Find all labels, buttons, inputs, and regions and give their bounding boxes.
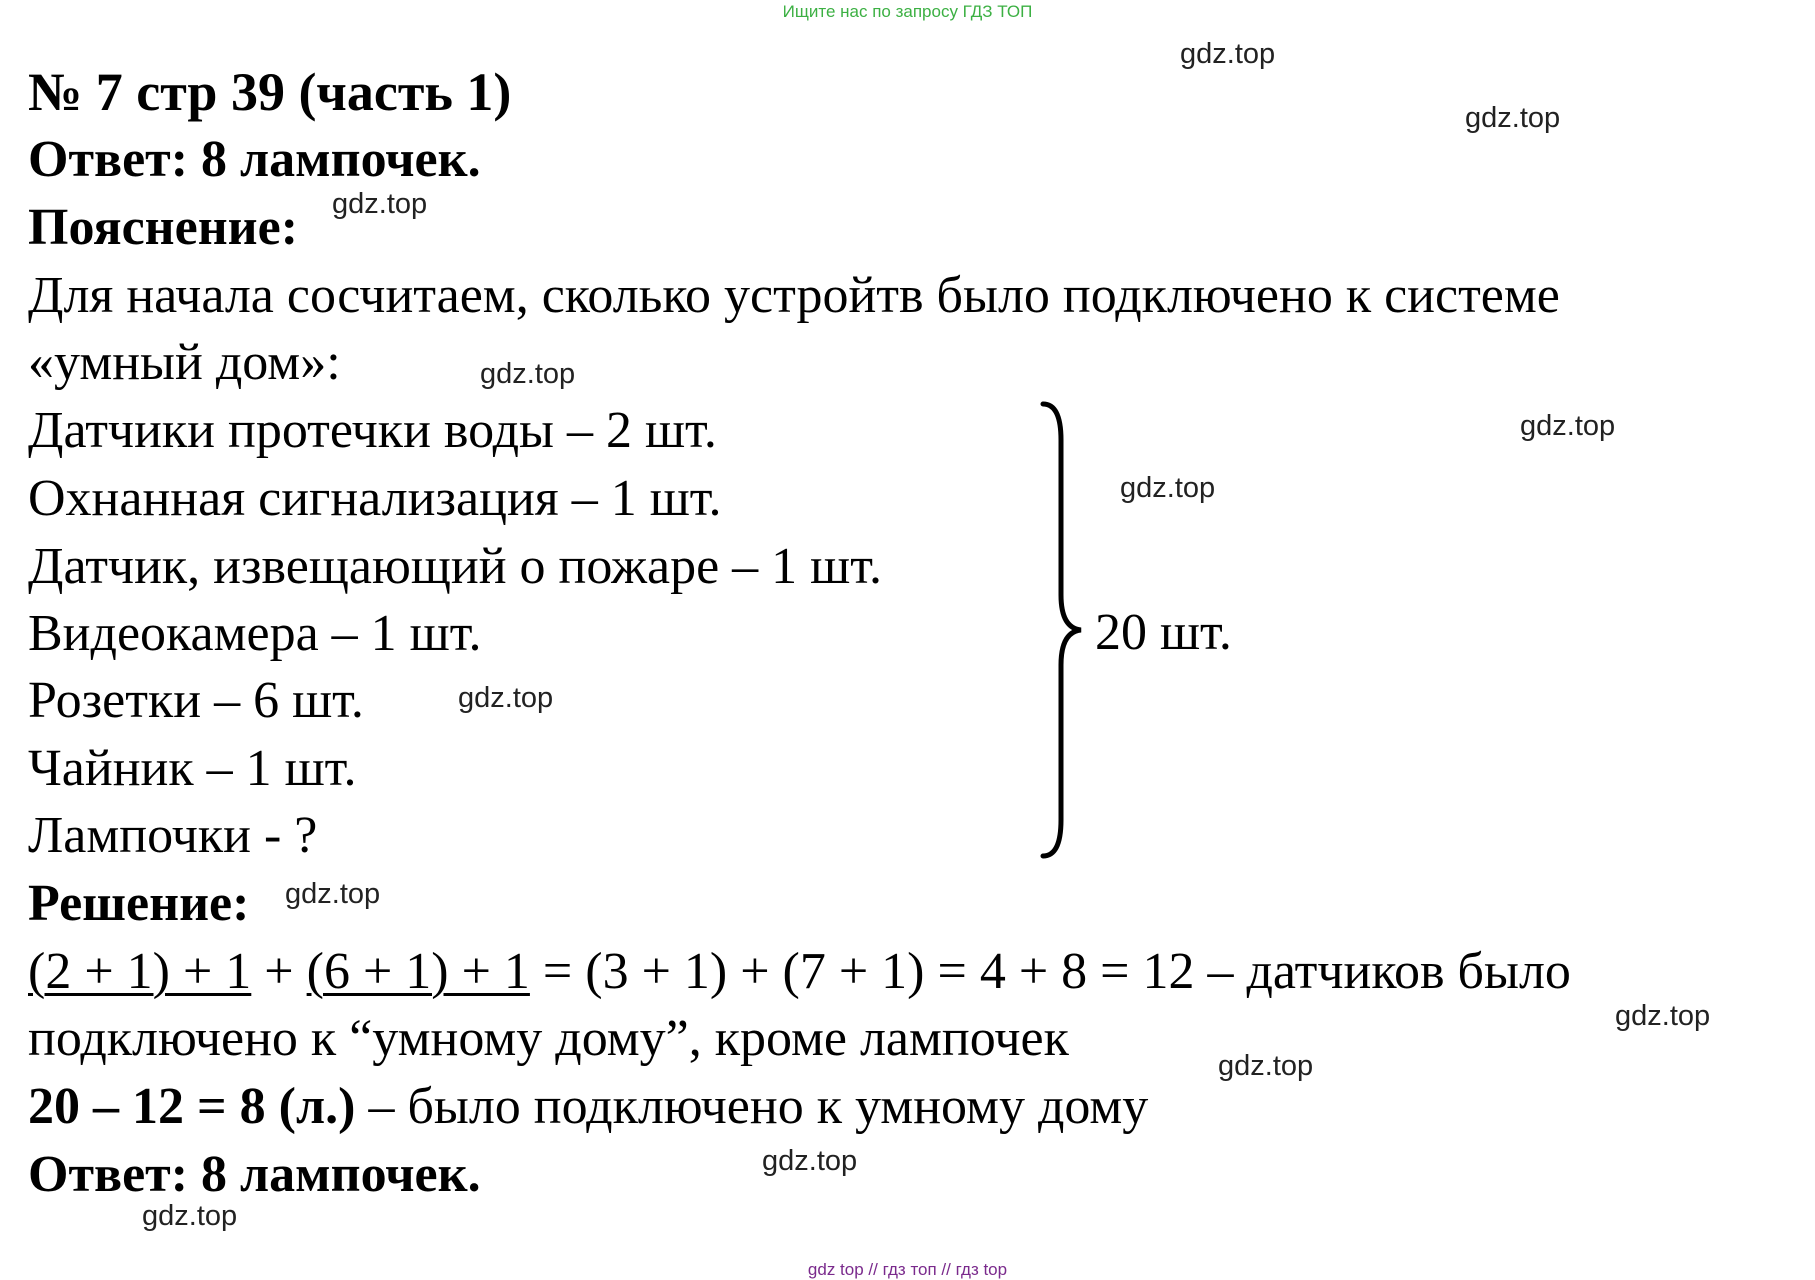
watermark: gdz.top bbox=[762, 1145, 858, 1177]
devices-total: 20 шт. bbox=[1095, 604, 1232, 661]
explanation-heading: Пояснение: bbox=[28, 199, 299, 256]
watermark: gdz.top bbox=[480, 358, 576, 390]
solution-line-1 bbox=[28, 942, 1571, 1002]
watermark: gdz.top bbox=[1180, 38, 1276, 70]
watermark: gdz.top bbox=[1465, 102, 1561, 134]
curly-brace-icon bbox=[1035, 400, 1095, 860]
device-item: Чайник – 1 шт. bbox=[28, 740, 357, 797]
device-item: Датчики протечки воды – 2 шт. bbox=[28, 402, 717, 459]
watermark: gdz.top bbox=[1520, 410, 1616, 442]
solution-line-2: подключено к “умному дому”, кроме лампочек bbox=[28, 1010, 1069, 1067]
intro-line-2: «умный дом»: bbox=[28, 334, 341, 391]
solution-result: 20 – 12 = 8 (л.) bbox=[28, 1078, 356, 1135]
solution-heading: Решение: bbox=[28, 875, 250, 932]
device-item: Розетки – 6 шт. bbox=[28, 672, 364, 729]
top-banner: Ищите нас по запросу ГДЗ ТОП bbox=[782, 2, 1033, 21]
device-item: Видеокамера – 1 шт. bbox=[28, 605, 482, 662]
device-item: Охнанная сигнализация – 1 шт. bbox=[28, 470, 722, 527]
watermark: gdz.top bbox=[285, 878, 381, 910]
solution-result-text: – было подключено к умному дому bbox=[355, 1078, 1149, 1135]
solution-part-1: (2 + 1) + 1 bbox=[28, 943, 252, 1000]
watermark: gdz.top bbox=[1120, 472, 1216, 504]
watermark: gdz.top bbox=[1218, 1050, 1314, 1082]
watermark: gdz.top bbox=[142, 1200, 238, 1232]
solution-line-3 bbox=[28, 1077, 1148, 1137]
solution-plus: + bbox=[251, 943, 307, 1000]
watermark: gdz.top bbox=[332, 188, 428, 220]
watermark: gdz.top bbox=[458, 682, 554, 714]
solution-part-2: (6 + 1) + 1 bbox=[306, 943, 530, 1000]
page-title: № 7 стр 39 (часть 1) bbox=[28, 62, 512, 122]
device-item: Лампочки - ? bbox=[28, 807, 318, 864]
intro-line-1: Для начала сосчитаем, сколько устройтв было подключено к системе bbox=[28, 267, 1560, 324]
solution-rest: = (3 + 1) + (7 + 1) = 4 + 8 = 12 – датчиков было bbox=[529, 943, 1571, 1000]
bottom-banner: gdz top // гдз топ // гдз top bbox=[807, 1260, 1008, 1279]
answer-bottom: Ответ: 8 лампочек. bbox=[28, 1146, 481, 1203]
answer-top: Ответ: 8 лампочек. bbox=[28, 131, 481, 188]
device-item: Датчик, извещающий о пожаре – 1 шт. bbox=[28, 538, 883, 595]
watermark: gdz.top bbox=[1615, 1000, 1711, 1032]
